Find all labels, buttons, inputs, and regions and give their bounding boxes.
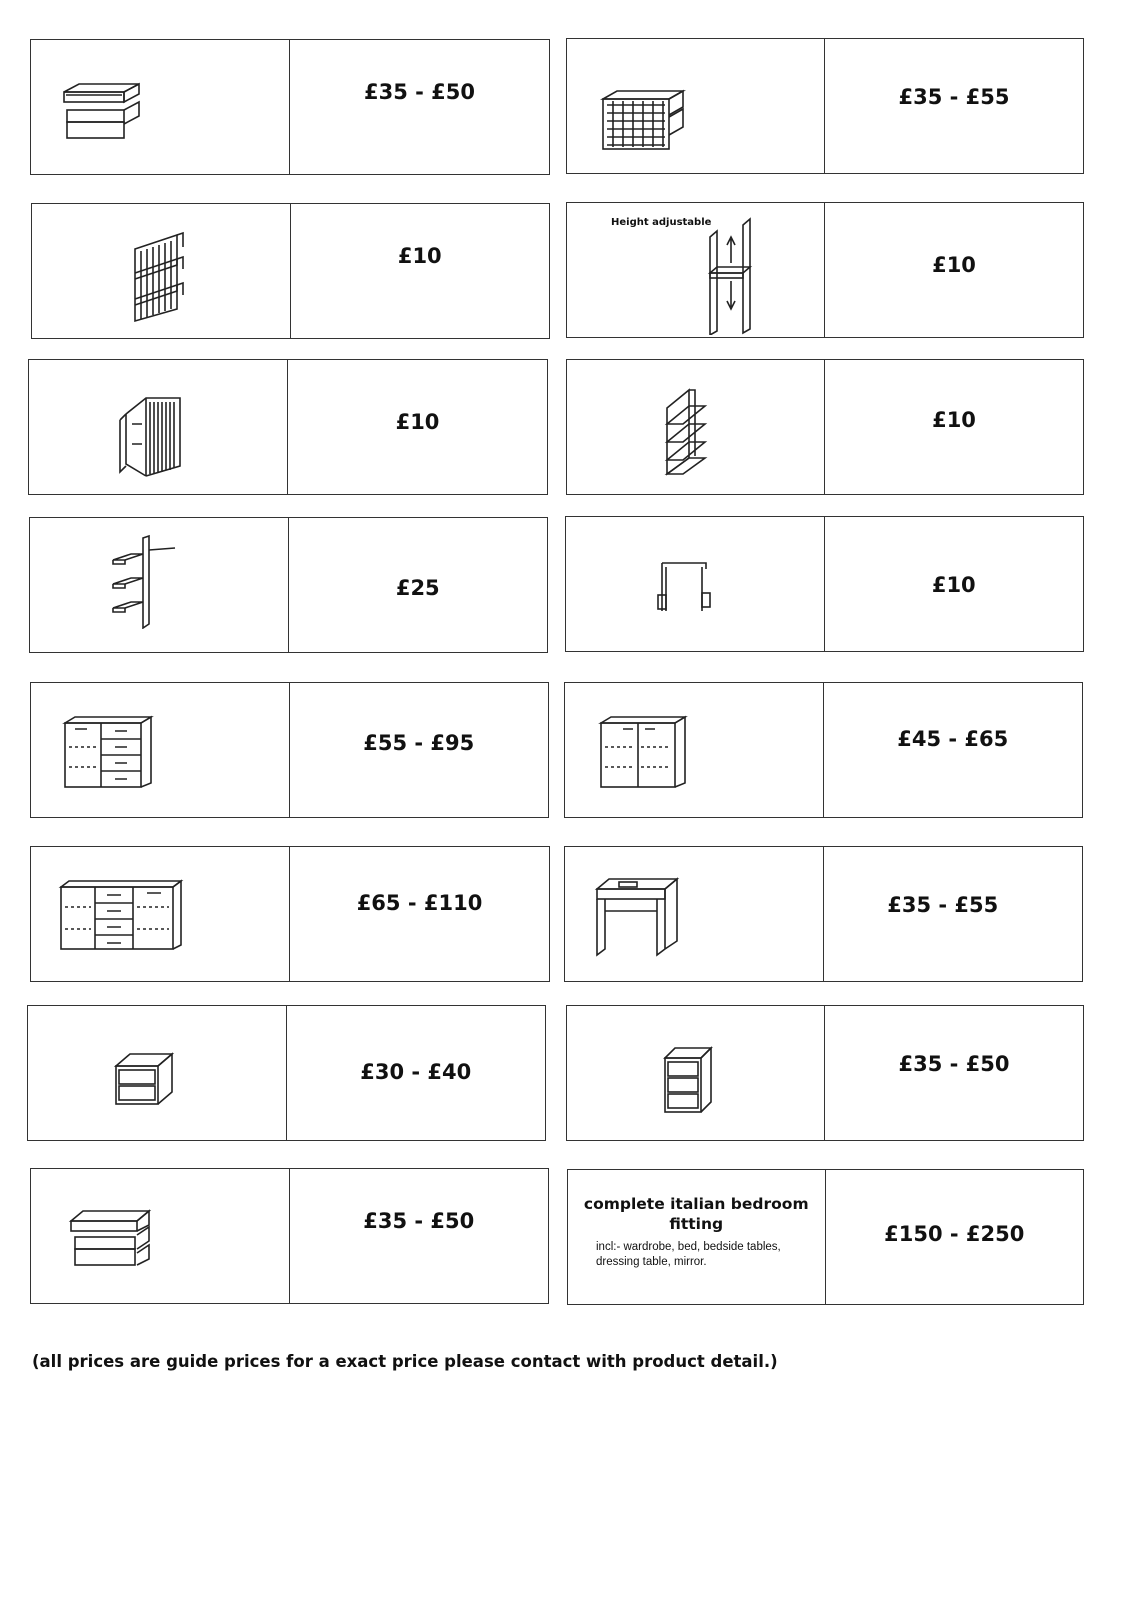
product-card-15: [30, 1168, 549, 1304]
price-label: £10: [932, 253, 976, 277]
product-card-16: [567, 1169, 1084, 1305]
wicker-storage-unit-icon: [595, 87, 705, 167]
price-label: £10: [932, 408, 976, 432]
product-image: [30, 518, 289, 652]
product-card-7: [29, 517, 548, 653]
product-card-2: [566, 38, 1084, 174]
price-label: £35 - £55: [887, 893, 999, 917]
product-image: [31, 1169, 290, 1303]
product-card-11: [30, 846, 550, 982]
height-adjustable-shelf-icon: [705, 215, 775, 335]
product-card-6: [566, 359, 1084, 495]
dressing-table-icon: [591, 875, 691, 960]
product-card-5: [28, 359, 548, 495]
side-shelf-panel-icon: [105, 534, 195, 629]
product-card-3: [31, 203, 550, 339]
product-image: [567, 39, 825, 173]
product-card-8: [565, 516, 1084, 652]
image-caption: Height adjustable: [611, 217, 712, 228]
product-image: [565, 847, 824, 981]
bedroom-title: complete italian bedroom fitting: [583, 1195, 809, 1233]
price-label: £10: [395, 410, 440, 434]
bedroom-fitting-description: [568, 1170, 826, 1304]
price-label: £35 - £50: [363, 1209, 475, 1233]
price-label: £10: [931, 573, 976, 597]
two-door-cabinet-icon: [597, 711, 697, 801]
product-image: [31, 847, 290, 981]
pull-down-rail-icon: [654, 555, 724, 625]
product-card-12: [564, 846, 1083, 982]
price-label: £55 - £95: [363, 731, 475, 755]
product-image: [567, 203, 825, 337]
price-label: £35 - £50: [898, 1052, 1010, 1076]
price-label: £25: [395, 576, 440, 600]
price-label: £35 - £55: [898, 85, 1010, 109]
open-storage-unit-icon: [59, 80, 169, 160]
price-label: £45 - £65: [897, 727, 1009, 751]
product-card-4: [566, 202, 1084, 338]
price-label: £30 - £40: [360, 1060, 472, 1084]
product-image: [565, 683, 824, 817]
sideboard-icon: [57, 877, 187, 957]
product-image: [32, 204, 291, 338]
product-card-10: [564, 682, 1083, 818]
product-image: [28, 1006, 287, 1140]
price-label: £65 - £110: [356, 891, 483, 915]
product-image: [566, 517, 825, 651]
product-image: [567, 360, 825, 494]
product-card-14: [566, 1005, 1084, 1141]
price-footnote: (all prices are guide prices for a exact price please contact with product detail.): [32, 1352, 778, 1371]
product-image: [31, 40, 290, 174]
price-label: £150 - £250: [884, 1222, 1025, 1246]
price-label: £10: [397, 244, 442, 268]
product-card-13: [27, 1005, 546, 1141]
price-label: £35 - £50: [363, 80, 475, 104]
product-image: [567, 1006, 825, 1140]
chest-of-drawers-icon: [61, 711, 161, 801]
shoe-shelf-rack-icon: [659, 388, 729, 478]
product-card-1: [30, 39, 550, 175]
two-drawer-unit-icon: [110, 1050, 190, 1120]
pull-out-basket-icon: [114, 390, 194, 480]
product-image: [29, 360, 288, 494]
product-card-9: [30, 682, 549, 818]
three-drawer-bedside-icon: [659, 1044, 729, 1119]
open-drawer-unit-icon: [67, 1207, 167, 1287]
bedroom-inclusions: incl:- wardrobe, bed, bedside tables, dressing table, mirror.: [596, 1241, 781, 1268]
product-image: [31, 683, 290, 817]
wire-basket-rack-icon: [127, 229, 207, 324]
